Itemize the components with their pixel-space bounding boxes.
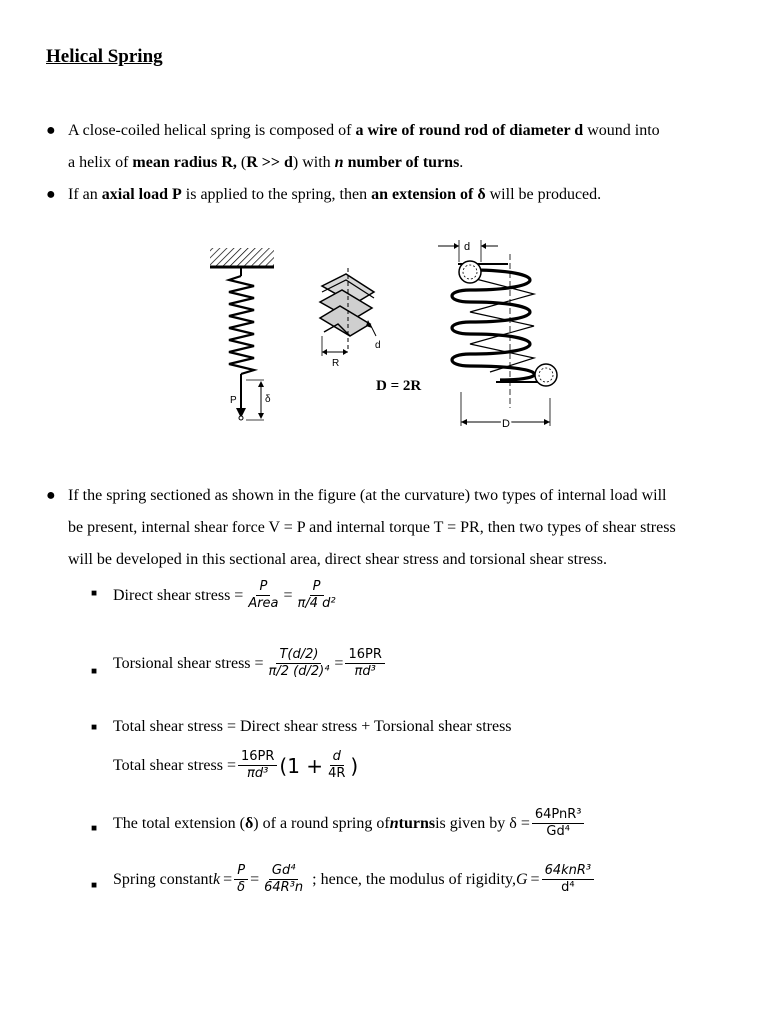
denominator: 4R (328, 766, 346, 782)
text: = (530, 870, 540, 888)
numerator: P (256, 580, 270, 596)
bold-text: an extension of δ (371, 186, 486, 203)
text: ( (236, 154, 247, 171)
numerator: d (330, 750, 344, 766)
text: The total extension ( (113, 814, 245, 832)
italic-text: k (213, 870, 221, 888)
fraction (266, 648, 333, 680)
label-big-d: D (502, 418, 510, 430)
numerator: 64knR³ (542, 864, 595, 880)
bullet-2 (46, 179, 738, 211)
text: If the spring sectioned as shown in the figure (at the curvature) two types of internal load will (68, 487, 667, 504)
bold-italic-text: n (389, 814, 399, 832)
fraction (325, 750, 348, 782)
text: will be produced. (485, 186, 602, 203)
text: is given by δ = (435, 814, 530, 832)
fraction (245, 580, 281, 612)
denominator: πd³ (247, 766, 269, 782)
numerator: Gd⁴ (269, 864, 299, 880)
bold-text: mean radius R, (132, 154, 237, 171)
bold-text: R >> d (246, 154, 293, 171)
fraction (295, 580, 339, 612)
denominator: π/4 d² (297, 596, 336, 612)
square-bullet: ■ (91, 588, 98, 599)
bullet-3 (46, 480, 758, 576)
bullet-dot: ● (46, 487, 56, 504)
fraction (542, 864, 595, 896)
text: = (283, 586, 293, 604)
text: Torsional shear stress = (113, 654, 264, 672)
text: be present, internal shear force V = P and internal torque T = PR, then two types of shear stress (68, 519, 676, 536)
text: = (223, 870, 233, 888)
label-d-top: d (464, 241, 471, 253)
text: = (250, 870, 260, 888)
helix-spring (438, 240, 557, 426)
formula-torsional-shear (91, 647, 387, 680)
square-bullet: ■ (91, 666, 98, 677)
ceiling-hatch (210, 248, 274, 266)
spring-coil (229, 276, 254, 374)
denominator: πd³ (354, 664, 376, 680)
bold-text: turns (398, 814, 436, 832)
denominator: δ (237, 880, 246, 896)
bold-text: δ (244, 814, 254, 832)
denominator: 64R³n (264, 880, 304, 896)
italic-text: G (515, 870, 528, 888)
text: a helix of (68, 154, 133, 171)
formula-direct-shear (91, 579, 341, 612)
label-delta: δ (265, 394, 271, 405)
wire-cross-section-bottom (535, 364, 557, 386)
text: A close-coiled helical spring is composed of (68, 122, 356, 139)
formula-total-shear (113, 750, 358, 782)
text: ) of a round spring of (253, 814, 390, 832)
fraction (234, 864, 248, 896)
square-bullet: ■ (91, 823, 98, 834)
denominator: π/2 (d/2)⁴ (268, 664, 330, 680)
fraction (238, 750, 277, 782)
numerator: P (310, 580, 324, 596)
text: is applied to the spring, then (181, 186, 372, 203)
label-r: R (332, 358, 340, 369)
numerator: 16PR (345, 648, 384, 664)
bullet-dot: ● (46, 186, 56, 203)
text: ) with (292, 154, 335, 171)
text: Total shear stress = Direct shear stress + Torsional shear stress (113, 718, 512, 735)
text: ; hence, the modulus of rigidity, (312, 870, 516, 888)
bullet-dot: ● (46, 122, 56, 139)
text: = (334, 654, 344, 672)
eq-d-2r: D = 2R (376, 378, 422, 394)
text: will be developed in this sectional area, direct shear stress and torsional shear stress. (68, 551, 607, 568)
coil-section (320, 268, 376, 356)
fraction (345, 648, 384, 680)
formula-spring-constant (91, 863, 596, 896)
spring-figure (200, 232, 580, 432)
fraction (532, 808, 585, 840)
paren-close: ) (350, 753, 359, 778)
label-d: d (375, 340, 381, 351)
bold-italic-text: n (334, 154, 344, 171)
numerator: P (234, 864, 248, 880)
text: wound into (583, 122, 660, 139)
numerator: 16PR (238, 750, 277, 766)
fraction (261, 864, 306, 896)
numerator: 64PnR³ (532, 808, 585, 824)
bold-text: a wire of round rod of diameter d (355, 122, 584, 139)
label-p: P (230, 395, 237, 406)
page-title: Helical Spring (46, 46, 163, 67)
square-bullet: ■ (91, 880, 98, 891)
formula-total-extension (91, 807, 586, 840)
paren-open: (1 + (279, 753, 324, 778)
denominator: d⁴ (561, 880, 575, 896)
numerator: T(d/2) (276, 648, 321, 664)
text: If an (68, 186, 102, 203)
wire-cross-section-top (459, 261, 481, 283)
bold-text: axial load P (101, 186, 182, 203)
text: Direct shear stress = (113, 586, 244, 604)
denominator: Area (248, 596, 279, 612)
text: Total shear stress = (113, 756, 236, 774)
bullet-1 (46, 115, 738, 179)
text: . (459, 154, 464, 171)
square-bullet: ■ (91, 722, 98, 733)
denominator: Gd⁴ (546, 824, 570, 840)
formula-total-shear-text (91, 718, 512, 736)
text: Spring constant (113, 870, 213, 888)
bold-text: number of turns (343, 154, 460, 171)
